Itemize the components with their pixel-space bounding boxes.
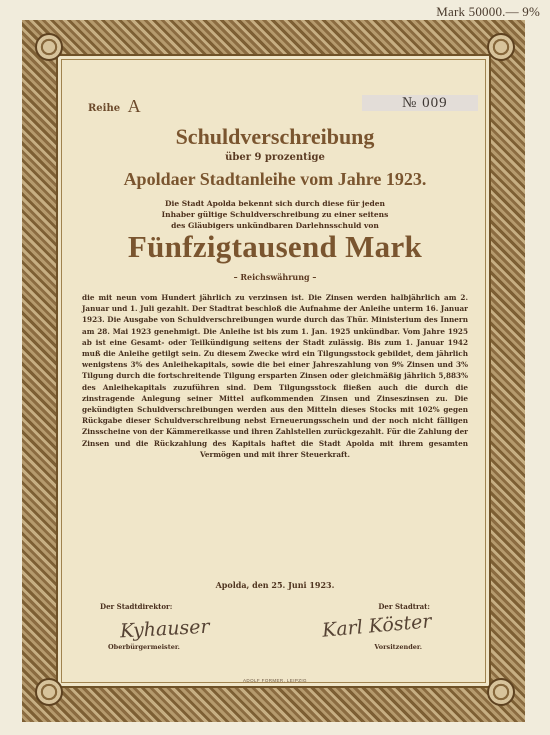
document-subtitle: über 9 prozentige	[225, 152, 325, 163]
loan-title: Apoldaer Stadtanleihe vom Jahre 1923.	[123, 169, 427, 189]
place-date: Apolda, den 25. Juni 1923.	[215, 580, 335, 590]
ornamental-border-icon	[487, 678, 515, 706]
corner-value: Mark 50000.— 9%	[436, 4, 540, 19]
number-label: №	[402, 95, 418, 111]
document-title: Schuldverschreibung	[175, 124, 375, 149]
ornamental-border-icon	[35, 33, 63, 61]
certificate-number	[362, 95, 478, 111]
intro-line: Inhaber gültige Schuldverschreibung zu einer seitens	[161, 210, 389, 219]
signature-icon: Karl Köster	[321, 610, 433, 642]
number-value: 009	[422, 95, 448, 111]
certificate-content	[72, 88, 478, 693]
series	[88, 96, 141, 117]
amount-heading: Fünfzigtausend Mark	[127, 229, 423, 264]
left-signature-title: Der Stadtdirektor:	[100, 602, 173, 611]
terms-text: die mit neun vom Hundert jährlich zu verzinsen ist. Die Zinsen werden halbjährlich am 2. Januar und 1. Juli gezahlt. Der Stadtrat beschloß die Aufnahme der Anleihe unterm 16. Januar 1923. Die Ausgabe von Schuldverschreibungen wurde durch das Thür. Ministerium des Innern am 28. Mai 1923 genehmigt. Die Anleihe ist bis zum 1. Jan. 1925 unkündbar. Vom Jahre 1925 ab ist eine Gesamt- oder Teilkündigung seitens der Stadt zulässig. Bis zum 1. Januar 1942 muß die Anleihe getilgt sein. Zu diesem Zwecke wird ein Tilgungsstock gebildet, dem jährlich wenigstens 3% des Anleihekapitals, sowie die bei einer Jahreszahlung von 9% Zinsen und 3% Tilgung durch die fortschreitende Tilgung ersparten Zinsen oder gleichmäßig jährlich 5,883% des Anleihekapitals zuzuführen sind. Dem Tilgungsstock fließen auch die durch die zinstragende Anlegung seiner Mittel aufkommenden Zinsen und Zinseszinsen zu. Die gekündigten Schuldverschreibungen werden aus den Mitteln dieses Stocks mit 102% gegen Rückgabe dieser Schuldverschreibung nebst Erneuerungsschein und der noch nicht fälligen Zinsscheine von der Kämmereikasse und ihren Zahlstellen zurückgezahlt. Für die Zahlung der Zinsen und die Rückzahlung des Kapitals haftet die Stadt Apolda mit ihrem gesamten Vermögen und mit ihrer Steuerkraft.	[82, 293, 468, 459]
intro-line: Die Stadt Apolda bekennt sich durch diese für jeden	[164, 199, 386, 208]
series-label: Reihe	[88, 103, 121, 114]
signature-icon: Kyhauser	[119, 615, 211, 643]
currency-note: – Reichswährung –	[233, 272, 317, 282]
series-value: A	[127, 96, 141, 116]
ornamental-border-icon	[487, 33, 515, 61]
intro-line: des Gläubigers unkündbaren Darlehnsschuld von	[171, 221, 379, 230]
right-role: Vorsitzender.	[374, 643, 422, 651]
printer-mark: ADOLF FORMER, LEIPZIG	[243, 678, 307, 683]
ornamental-border-icon	[35, 678, 63, 706]
left-role: Oberbürgermeister.	[108, 643, 180, 651]
right-signature-title: Der Stadtrat:	[378, 602, 430, 611]
intro-text	[82, 198, 468, 231]
